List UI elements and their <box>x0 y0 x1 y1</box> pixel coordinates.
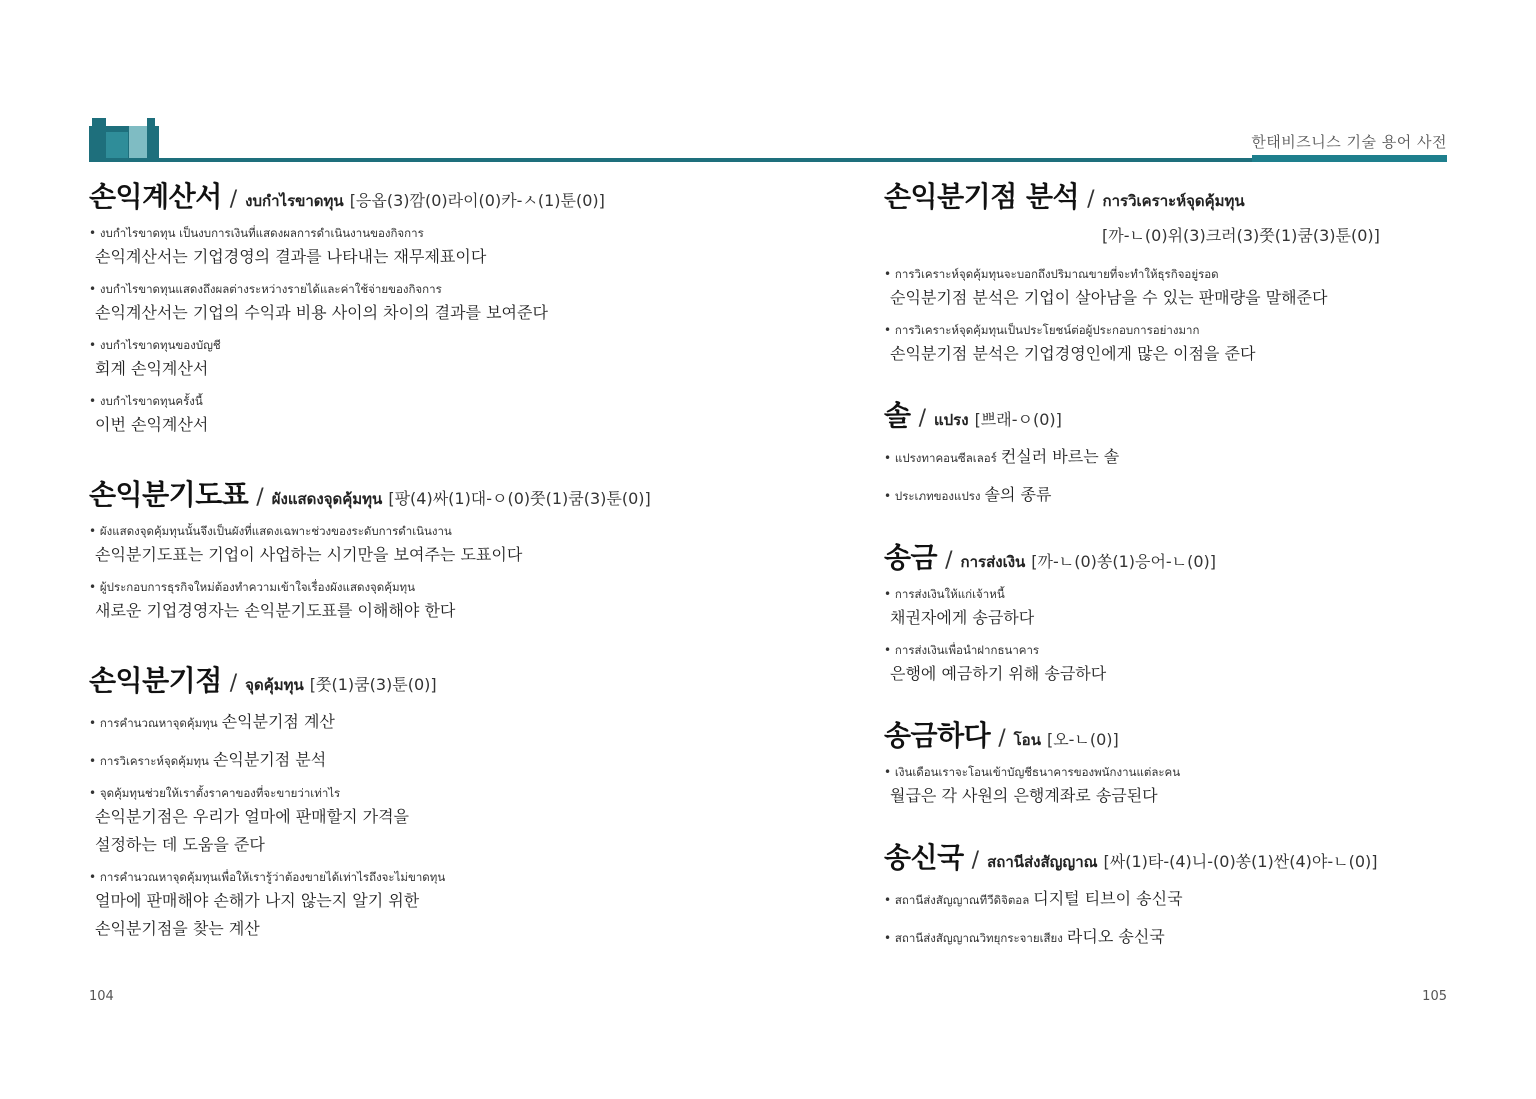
example-thai: • แปรงทาคอนซีลเลอร์ <box>884 451 997 465</box>
example-korean: 손익분기점 분석 <box>212 750 327 769</box>
dictionary-entry <box>884 836 1524 952</box>
example-korean: 순익분기점 분석은 기업이 살아남을 수 있는 판매량을 말해준다 <box>890 288 1328 307</box>
example-thai: • การส่งเงินเพื่อนำฝากธนาคาร <box>884 640 1524 660</box>
dictionary-entry <box>884 394 1524 510</box>
example-korean: 이번 손익계산서 <box>95 415 209 434</box>
dictionary-entry <box>884 536 1524 688</box>
example-item <box>89 521 729 569</box>
example-item <box>884 480 1524 510</box>
example-item <box>89 335 729 383</box>
slash-separator: / <box>229 187 238 212</box>
entry-term: 송금하다 <box>884 719 991 752</box>
example-list <box>89 223 729 439</box>
example-korean: 채권자에게 송금하다 <box>890 608 1035 627</box>
example-korean: 손익분기점 계산 <box>221 712 335 731</box>
entry-thai: การส่งเงิน <box>960 553 1026 571</box>
example-korean: 손익계산서는 기업경영의 결과를 나타내는 재무제표이다 <box>95 247 487 266</box>
example-korean: 컨실러 바르는 솔 <box>1000 447 1120 466</box>
entry-head <box>89 659 729 699</box>
dictionary-entry <box>89 659 729 943</box>
example-korean: 디지털 티브이 송신국 <box>1033 889 1183 908</box>
entry-pronunciation: [까-ㄴ(0)쏭(1)응어-ㄴ(0)] <box>1031 552 1217 571</box>
example-thai: • การวิเคราะห์จุดคุ้มทุนเป็นประโยชน์ต่อผู้ประกอบการอย่างมาก <box>884 320 1524 340</box>
entry-pronunciation: [오-ㄴ(0)] <box>1046 730 1119 749</box>
example-list <box>884 584 1524 688</box>
entry-pronunciation: [싸(1)타-(4)니-(0)쏭(1)싼(4)야-ㄴ(0)] <box>1103 852 1378 871</box>
entry-head <box>884 714 1524 754</box>
example-korean: 회계 손익계산서 <box>95 359 209 378</box>
slash-separator: / <box>918 406 926 431</box>
slash-separator: / <box>971 848 980 873</box>
example-thai: • จุดคุ้มทุนช่วยให้เราตั้งราคาของที่จะขายว่าเท่าไร <box>89 783 729 803</box>
slash-separator: / <box>945 548 953 573</box>
example-thai: • การคำนวณหาจุดคุ้มทุนเพื่อให้เรารู้ว่าต้องขายได้เท่าไรถึงจะไม่ขาดทุน <box>89 867 729 887</box>
entry-thai: ผังแสดงจุดคุ้มทุน <box>271 490 383 508</box>
example-list <box>884 884 1524 952</box>
example-thai: • การวิเคราะห์จุดคุ้มทุนจะบอกถึงปริมาณขายที่จะทำให้ธุรกิจอยู่รอด <box>884 264 1524 284</box>
example-item <box>884 922 1524 952</box>
entry-term: 손익분기도표 <box>89 478 249 511</box>
example-item <box>89 223 729 271</box>
header-logo-block <box>89 118 159 162</box>
right-column <box>884 175 1524 960</box>
slash-separator: / <box>1087 187 1095 212</box>
example-thai: • ผู้ประกอบการธุรกิจใหม่ต้องทำความเข้าใจเรื่องผังแสดงจุดคุ้มทุน <box>89 577 729 597</box>
example-korean: 손익계산서는 기업의 수익과 비용 사이의 차이의 결과를 보여준다 <box>95 303 548 322</box>
example-list <box>89 521 729 625</box>
example-korean: 솔의 종류 <box>984 485 1052 504</box>
example-korean: 손익분기점은 우리가 얼마에 판매할지 가격을 <box>95 807 410 826</box>
entry-term: 솔 <box>884 399 911 432</box>
example-list <box>89 707 729 943</box>
entry-head <box>89 175 729 215</box>
example-thai: • งบกำไรขาดทุน เป็นงบการเงินที่แสดงผลการดำเนินงานของกิจการ <box>89 223 729 243</box>
example-thai: • การวิเคราะห์จุดคุ้มทุน <box>89 754 209 768</box>
left-column <box>89 175 729 951</box>
example-thai: • สถานีส่งสัญญาณวิทยุกระจายเสียง <box>884 931 1063 945</box>
example-thai: • เงินเดือนเราจะโอนเข้าบัญชีธนาคารของพนักงานแต่ละคน <box>884 762 1524 782</box>
example-korean: 손익분기도표는 기업이 사업하는 시기만을 보여주는 도표이다 <box>95 545 523 564</box>
entry-thai: แปรง <box>933 411 969 429</box>
entry-head <box>884 836 1524 876</box>
example-item <box>89 783 729 859</box>
entry-pronunciation: [까-ㄴ(0)위(3)크러(3)쭛(1)쿰(3)툰(0)] <box>1102 226 1380 245</box>
entry-head <box>884 175 1524 246</box>
example-item <box>89 391 729 439</box>
header-accent-bar <box>1252 155 1447 162</box>
example-korean: 월급은 각 사원의 은행계좌로 송금된다 <box>890 786 1158 805</box>
example-korean: 은행에 예금하기 위해 송금하다 <box>890 664 1107 683</box>
example-item <box>89 577 729 625</box>
entry-term: 손익계산서 <box>89 180 222 213</box>
example-korean: 손익분기점 분석은 기업경영인에게 많은 이점을 준다 <box>890 344 1256 363</box>
example-item <box>884 762 1524 810</box>
example-item <box>884 320 1524 368</box>
header-rule <box>89 158 1447 162</box>
dictionary-entry <box>884 714 1524 810</box>
entry-term: 송금 <box>884 541 938 574</box>
entry-term: 송신국 <box>884 841 964 874</box>
example-item <box>89 745 729 775</box>
example-korean: 라디오 송신국 <box>1066 927 1165 946</box>
book-title: 한태비즈니스 기술 용어 사전 <box>1251 133 1447 151</box>
entry-head <box>884 536 1524 576</box>
example-item <box>884 640 1524 688</box>
entry-pronunciation: [응옵(3)깜(0)라이(0)카-ㅅ(1)툰(0)] <box>349 191 605 210</box>
example-thai: • ประเภทของแปรง <box>884 489 981 503</box>
example-thai: • งบกำไรขาดทุนของบัญชี <box>89 335 729 355</box>
example-thai: • งบกำไรขาดทุนแสดงถึงผลต่างระหว่างรายได้และค่าใช้จ่ายของกิจการ <box>89 279 729 299</box>
example-list <box>884 762 1524 810</box>
example-item <box>89 707 729 737</box>
entry-term: 손익분기점 분석 <box>884 180 1080 213</box>
entry-thai: การวิเคราะห์จุดคุ้มทุน <box>1102 192 1245 210</box>
example-thai: • งบกำไรขาดทุนครั้งนี้ <box>89 391 729 411</box>
example-list <box>884 442 1524 510</box>
page-number-left: 104 <box>89 989 114 1004</box>
example-korean: 얼마에 판매해야 손해가 나지 않는지 알기 위한 <box>95 891 420 910</box>
page-number-right: 105 <box>1422 989 1447 1004</box>
example-korean-continued: 손익분기점을 찾는 계산 <box>95 919 260 938</box>
slash-separator: / <box>229 671 238 696</box>
entry-term: 손익분기점 <box>89 664 222 697</box>
example-thai: • สถานีส่งสัญญาณทีวีดิจิตอล <box>884 893 1029 907</box>
example-item <box>884 884 1524 914</box>
entry-thai: โอน <box>1013 731 1041 749</box>
dictionary-entry <box>89 473 729 625</box>
entry-pronunciation: [쭛(1)쿰(3)툰(0)] <box>309 675 437 694</box>
example-item <box>884 264 1524 312</box>
entry-head <box>884 394 1524 434</box>
example-korean: 새로운 기업경영자는 손익분기도표를 이해해야 한다 <box>95 601 456 620</box>
example-item <box>89 867 729 943</box>
example-thai: • ผังแสดงจุดคุ้มทุนนั้นจึงเป็นผังที่แสดงเฉพาะช่วงของระดับการดำเนินงาน <box>89 521 729 541</box>
example-list <box>884 264 1524 368</box>
slash-separator: / <box>256 485 264 510</box>
entry-head <box>89 473 729 513</box>
example-item <box>884 442 1524 472</box>
entry-thai: งบกำไรขาดทุน <box>245 192 344 210</box>
entry-thai: สถานีส่งสัญญาณ <box>987 853 1098 871</box>
dictionary-entry <box>89 175 729 439</box>
example-korean-continued: 설정하는 데 도움을 준다 <box>95 835 265 854</box>
example-item <box>89 279 729 327</box>
slash-separator: / <box>998 726 1006 751</box>
entry-thai: จุดคุ้มทุน <box>245 676 304 694</box>
example-thai: • การส่งเงินให้แก่เจ้าหนี้ <box>884 584 1524 604</box>
entry-pronunciation: [쁘래-ㅇ(0)] <box>974 410 1062 429</box>
dictionary-entry <box>884 175 1524 368</box>
entry-pronunciation: [팡(4)싸(1)대-ㅇ(0)쭛(1)쿰(3)툰(0)] <box>388 489 651 508</box>
example-item <box>884 584 1524 632</box>
example-thai: • การคำนวณหาจุดคุ้มทุน <box>89 716 218 730</box>
